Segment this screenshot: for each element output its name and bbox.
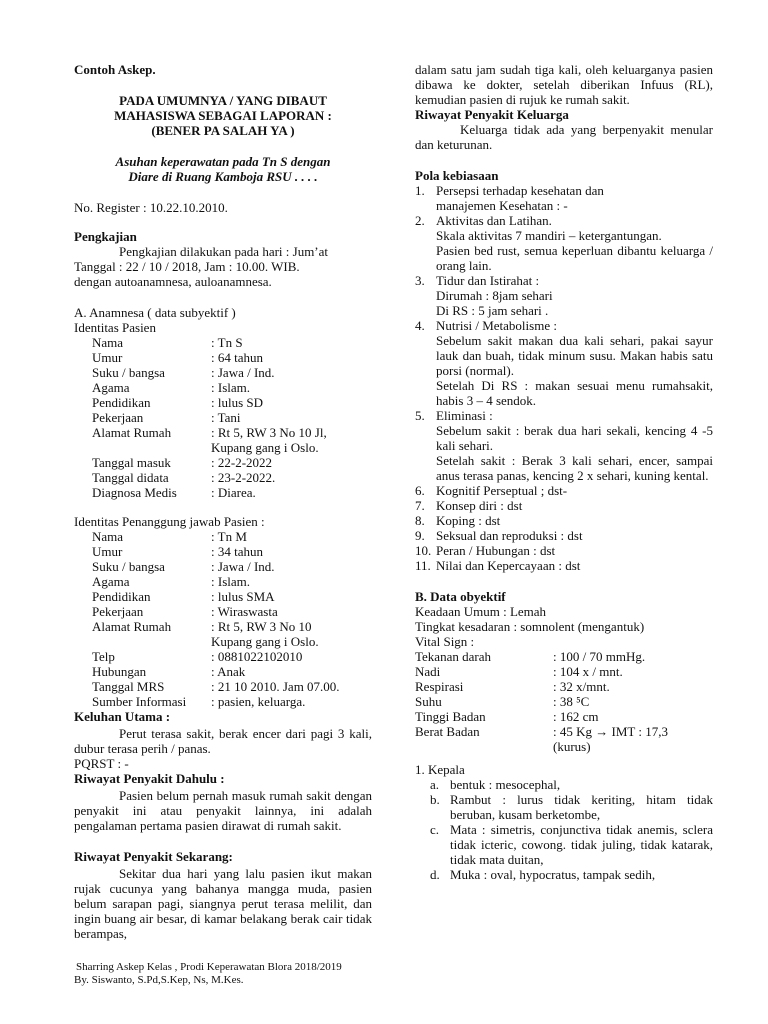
- field-label: Suhu: [415, 694, 442, 709]
- pola-number: 3.: [415, 273, 425, 288]
- pengkajian-line-1: Pengkajian dilakukan pada hari : Jum’at: [119, 244, 329, 259]
- field-label: Alamat Rumah: [92, 619, 172, 634]
- keluhan-title: Keluhan Utama :: [74, 709, 171, 724]
- pola-line: Dirumah : 8jam sehari: [436, 288, 553, 303]
- field-label: Tanggal masuk: [92, 455, 171, 470]
- pola-item: [415, 498, 713, 513]
- rpk-title: Riwayat Penyakit Keluarga: [415, 107, 569, 122]
- pola-number: 4.: [415, 318, 425, 333]
- pola-line: manajemen Kesehatan : -: [436, 198, 568, 213]
- pola-line: Koping : dst: [436, 513, 501, 528]
- obyektif-title: B. Data obyektif: [415, 589, 506, 604]
- pola-item: [415, 213, 713, 273]
- pola-line: Nilai dan Kepercayaan : dst: [436, 558, 581, 573]
- tingkat-kesadaran: Tingkat kesadaran : somnolent (mengantuk): [415, 619, 645, 634]
- field-row: [74, 589, 372, 604]
- field-label: Umur: [92, 350, 123, 365]
- kepala-letter: a.: [430, 777, 440, 792]
- penanggung-table: [74, 529, 372, 709]
- pola-line: Tidur dan Istirahat :: [436, 273, 540, 288]
- field-row: [74, 455, 372, 470]
- field-label: Tekanan darah: [415, 649, 491, 664]
- field-row: [74, 380, 372, 395]
- vital-table: [415, 649, 713, 754]
- field-value: : 45 Kg → IMT : 17,3: [553, 724, 668, 739]
- field-value: : lulus SD: [211, 395, 264, 410]
- field-row: [74, 634, 372, 649]
- field-row: [74, 694, 372, 709]
- field-row: [74, 485, 372, 500]
- pola-line: Sebelum sakit makan dua kali sehari, pakai sayur lauk dan buah, tidak minum susu. Makan habis satu porsi (normal).: [436, 333, 713, 378]
- field-label: Diagnosa Medis: [92, 485, 177, 500]
- field-label: Pendidikan: [92, 589, 151, 604]
- kepala-text: Muka : oval, hypocratus, tampak sedih,: [450, 867, 656, 882]
- field-row: [415, 724, 713, 739]
- field-label: Tanggal didata: [92, 470, 169, 485]
- field-row: [74, 679, 372, 694]
- field-label: Nama: [92, 529, 124, 544]
- field-value: : Rt 5, RW 3 No 10: [211, 619, 312, 634]
- footer-line-1: Sharring Askep Kelas , Prodi Keperawatan Blora 2018/2019: [76, 961, 342, 973]
- pola-item: [415, 273, 713, 318]
- field-label: Suku / bangsa: [92, 365, 165, 380]
- field-row: [74, 350, 372, 365]
- field-label: Suku / bangsa: [92, 559, 165, 574]
- vital-title: Vital Sign :: [415, 634, 475, 649]
- field-label: Agama: [92, 380, 130, 395]
- pengkajian-line-3: dengan autoanamnesa, auloanamnesa.: [74, 274, 272, 289]
- rpk-text: Keluarga tidak ada yang berpenyakit menular dan keturunan.: [415, 122, 713, 152]
- pola-title: Pola kebiasaan: [415, 168, 499, 183]
- field-value: : Tani: [211, 410, 241, 425]
- pola-number: 9.: [415, 528, 425, 543]
- field-row: [74, 604, 372, 619]
- pola-line: Persepsi terhadap kesehatan dan: [436, 183, 604, 198]
- kepala-text: Rambut : lurus tidak keriting, hitam tidak beruban, kusam berketombe,: [450, 792, 713, 822]
- pola-line: Di RS : 5 jam sehari .: [436, 303, 549, 318]
- heading-line-3: (BENER PA SALAH YA ): [151, 123, 295, 138]
- rpd-title: Riwayat Penyakit Dahulu :: [74, 771, 225, 786]
- field-row: [74, 664, 372, 679]
- pola-line: Eliminasi :: [436, 408, 493, 423]
- pola-line: Peran / Hubungan : dst: [436, 543, 556, 558]
- kepala-item: [430, 777, 713, 792]
- field-value: : Rt 5, RW 3 No 10 Jl,: [211, 425, 327, 440]
- field-value: : 162 cm: [553, 709, 599, 724]
- field-label: Nama: [92, 335, 124, 350]
- field-row: [74, 544, 372, 559]
- field-value: : 100 / 70 mmHg.: [553, 649, 646, 664]
- field-row: [74, 529, 372, 544]
- kepala-letter: d.: [430, 867, 440, 882]
- identitas-pasien-title: Identitas Pasien: [74, 320, 156, 335]
- kepala-text: bentuk : mesocephal,: [450, 777, 561, 792]
- field-value: : Tn S: [211, 335, 243, 350]
- pola-number: 8.: [415, 513, 425, 528]
- subtitle-line-1: Asuhan keperawatan pada Tn S dengan: [115, 154, 331, 169]
- field-label: Sumber Informasi: [92, 694, 187, 709]
- field-value: : Islam.: [211, 380, 250, 395]
- field-row: [415, 739, 713, 754]
- pola-number: 7.: [415, 498, 425, 513]
- field-row: [74, 410, 372, 425]
- keadaan-umum: Keadaan Umum : Lemah: [415, 604, 547, 619]
- field-row: [74, 365, 372, 380]
- pola-item: [415, 408, 713, 483]
- kepala-text: Mata : simetris, conjunctiva tidak anemis, sclera tidak icteric, cowong. tidak juling, tidak katarak, tidak mata duitan,: [450, 822, 713, 867]
- field-row: [415, 664, 713, 679]
- field-value: : Tn M: [211, 529, 247, 544]
- field-label: Pekerjaan: [92, 410, 144, 425]
- footer-line-2: By. Siswanto, S.Pd,S.Kep, Ns, M.Kes.: [74, 974, 244, 986]
- field-label: Tinggi Badan: [415, 709, 486, 724]
- pola-line: Konsep diri : dst: [436, 498, 523, 513]
- pola-item: [415, 558, 713, 573]
- kepala-item: [430, 867, 713, 882]
- pola-line: Pasien bed rust, semua keperluan dibantu keluarga / orang lain.: [436, 243, 713, 273]
- left-column: [74, 62, 372, 941]
- field-label: Pekerjaan: [92, 604, 144, 619]
- field-value: : Anak: [211, 664, 246, 679]
- field-row: [74, 440, 372, 455]
- kepala-letter: c.: [430, 822, 440, 837]
- pqrst: PQRST : -: [74, 756, 129, 771]
- field-value: : Diarea.: [211, 485, 256, 500]
- footer: [74, 961, 342, 987]
- field-value: : 0881022102010: [211, 649, 303, 664]
- field-row: [415, 709, 713, 724]
- field-label: Umur: [92, 544, 123, 559]
- field-label: Berat Badan: [415, 724, 480, 739]
- field-value: : Jawa / Ind.: [211, 365, 275, 380]
- rps-text: Sekitar dua hari yang lalu pasien ikut makan rujak cucunya yang bahanya mangga muda, pasien belum sarapan pagi, siangnya perut terasa melilit, dan ingin buang air besar, di kamar belakang berak cair tidak berampas,: [74, 866, 372, 941]
- field-label: Respirasi: [415, 679, 464, 694]
- keluhan-text: Perut terasa sakit, berak encer dari pagi 3 kali, dubur terasa perih / panas.: [74, 726, 372, 756]
- field-label: Pendidikan: [92, 395, 151, 410]
- pola-line: Sebelum sakit : berak dua hari sekali, kencing 4 -5 kali sehari.: [436, 423, 713, 453]
- field-label: Hubungan: [92, 664, 147, 679]
- field-value: : 21 10 2010. Jam 07.00.: [211, 679, 340, 694]
- intro-label: Contoh Askep.: [74, 62, 156, 77]
- kepala-list: [415, 777, 713, 882]
- field-value: : 104 x / mnt.: [553, 664, 623, 679]
- register-number: No. Register : 10.22.10.2010.: [74, 200, 228, 215]
- pola-line: Kognitif Perseptual ; dst-: [436, 483, 568, 498]
- heading-line-1: PADA UMUMNYA / YANG DIBAUT: [119, 93, 327, 108]
- anamnesa-title: A. Anamnesa ( data subyektif ): [74, 305, 236, 320]
- field-row: [74, 425, 372, 440]
- kepala-letter: b.: [430, 792, 440, 807]
- rps-title: Riwayat Penyakit Sekarang:: [74, 849, 233, 864]
- pola-number: 6.: [415, 483, 425, 498]
- kepala-item: [430, 822, 713, 867]
- field-value: : 32 x/mnt.: [553, 679, 610, 694]
- pola-number: 2.: [415, 213, 425, 228]
- field-row: [74, 470, 372, 485]
- pola-item: [415, 513, 713, 528]
- field-value: : 23-2-2022.: [211, 470, 276, 485]
- field-label: Alamat Rumah: [92, 425, 172, 440]
- field-value: : Jawa / Ind.: [211, 559, 275, 574]
- field-label: Tanggal MRS: [92, 679, 165, 694]
- pola-list: [415, 183, 713, 573]
- pola-line: Skala aktivitas 7 mandiri – ketergantungan.: [436, 228, 662, 243]
- kepala-item: [430, 792, 713, 822]
- field-value: : 34 tahun: [211, 544, 263, 559]
- field-label: Nadi: [415, 664, 441, 679]
- field-row: [415, 694, 713, 709]
- rps-continuation: dalam satu jam sudah tiga kali, oleh keluarganya pasien dibawa ke dokter, setelah diberikan Infuus (RL), kemudian pasien di rujuk ke rumah sakit.: [415, 62, 713, 107]
- subtitle-line-2: Diare di Ruang Kamboja RSU . . . .: [128, 169, 318, 184]
- field-value: : lulus SMA: [211, 589, 275, 604]
- pola-number: 11.: [415, 558, 431, 573]
- penanggung-title: Identitas Penanggung jawab Pasien :: [74, 514, 265, 529]
- right-column: [415, 62, 713, 882]
- field-row: [74, 619, 372, 634]
- field-value: : 22-2-2022: [211, 455, 273, 470]
- pola-number: 1.: [415, 183, 425, 198]
- field-row: [74, 395, 372, 410]
- field-row: [74, 574, 372, 589]
- field-row: [74, 335, 372, 350]
- pengkajian-line-2: Tanggal : 22 / 10 / 2018, Jam : 10.00. WIB.: [74, 259, 300, 274]
- field-value: (kurus): [553, 739, 591, 754]
- field-row: [74, 649, 372, 664]
- pola-item: [415, 528, 713, 543]
- field-value: : pasien, keluarga.: [211, 694, 306, 709]
- pengkajian-title: Pengkajian: [74, 229, 137, 244]
- pola-line: Nutrisi / Metabolisme :: [436, 318, 557, 333]
- pola-line: Seksual dan reproduksi : dst: [436, 528, 583, 543]
- field-value: Kupang gang i Oslo.: [211, 634, 319, 649]
- field-value: : Islam.: [211, 574, 250, 589]
- field-label: Telp: [92, 649, 115, 664]
- field-value: : 64 tahun: [211, 350, 263, 365]
- pola-line: Setelah Di RS : makan sesuai menu rumahsakit, habis 3 – 4 sendok.: [436, 378, 713, 408]
- heading-line-2: MAHASISWA SEBAGAI LAPORAN :: [114, 108, 332, 123]
- pola-number: 10.: [415, 543, 432, 558]
- pola-item: [415, 183, 713, 213]
- pola-item: [415, 543, 713, 558]
- pola-item: [415, 483, 713, 498]
- identitas-pasien-table: [74, 335, 372, 500]
- pola-item: [415, 318, 713, 408]
- field-row: [415, 649, 713, 664]
- pola-number: 5.: [415, 408, 425, 423]
- field-row: [415, 679, 713, 694]
- field-value: : Wiraswasta: [211, 604, 278, 619]
- field-value: : 38 ⁵C: [553, 694, 590, 709]
- pola-line: Aktivitas dan Latihan.: [436, 213, 552, 228]
- kepala-title: 1. Kepala: [415, 762, 465, 777]
- pola-line: Setelah sakit : Berak 3 kali sehari, encer, sampai anus terasa panas, kencing 2 x sehari, kuning kental.: [436, 453, 713, 483]
- field-row: [74, 559, 372, 574]
- field-value: Kupang gang i Oslo.: [211, 440, 319, 455]
- field-label: Agama: [92, 574, 130, 589]
- rpd-text: Pasien belum pernah masuk rumah sakit dengan penyakit ini atau penyakit lainnya, ini adalah pengalaman pertama pasien dirawat di rumah sakit.: [74, 788, 372, 833]
